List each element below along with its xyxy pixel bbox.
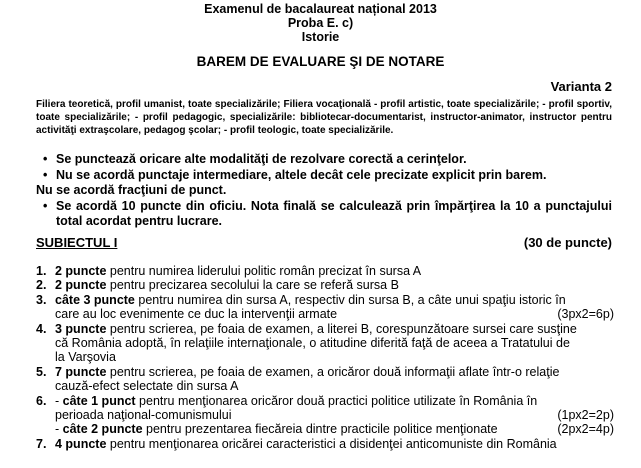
rule-1-text: Se punctează oricare alte modalităţi de rezolvare corectă a cerinţelor. [56,152,467,166]
item-text: că România adoptă, în relaţiile internaţionale, o atitudine diferită faţă de aceea a Tratatului de [55,336,570,351]
scoring-items [36,264,614,451]
list-item [36,278,614,292]
item-text: care au loc evenimente ce duc la intervenţii armate [55,307,338,322]
general-rules [36,152,612,230]
item-points: 2 puncte [55,278,107,293]
exam-title: Examenul de bacalaureat național 2013 [204,2,437,16]
item-score: (3px2=6p) [557,307,614,322]
bullet-icon: • [43,198,48,213]
item-score: (1px2=2p) [557,408,614,423]
rule-3 [36,199,612,230]
item-number: 4. [36,321,47,336]
item-number: 2. [36,278,47,293]
list-item [36,322,614,365]
item-text: pentru numirea liderului politic român precizat în sursa A [106,264,422,278]
item-text: cauză-efect selectate din sursa A [55,379,239,394]
rule-1 [36,152,612,168]
item-points: 3 puncte [55,321,107,336]
item-text: pentru menţionarea oricărei caracteristici a disidenţei anticomuniste din România [106,436,557,451]
list-item [36,437,614,451]
bullet-icon: • [43,167,48,182]
item-number: 7. [36,436,47,451]
rule-2-text: Nu se acordă punctaje intermediare, altele decât cele precizate explicit prin barem. [56,167,547,182]
item-text: la Varşovia [55,350,116,365]
item-text: pentru prezentarea fiecăreia dintre practicile politice menţionate [142,422,498,437]
rule-3-text: Se acordă 10 puncte din oficiu. Nota finală se calculează prin împărţirea la 10 a punctajului total acordat pentru lucrare. [56,198,612,228]
list-item [36,293,614,322]
item-points: câte 3 puncte [55,292,135,307]
item-text: pentru precizarea secolului la care se referă sursa B [106,278,399,293]
variant-label: Varianta 2 [550,79,612,94]
item-points: 7 puncte [55,364,107,379]
bullet-icon: • [43,152,48,166]
item-text: pentru scrierea, pe foaia de examen, a oricăror două informaţii aflate într-o relaţie [106,364,560,379]
section-label: SUBIECTUL I [36,235,118,250]
item-number: 3. [36,292,47,307]
rule-2 [36,168,612,199]
exam-test: Proba E. c) [287,16,354,30]
list-item [36,365,614,394]
section-heading [36,235,612,250]
rule-2-continuation: Nu se acordă fracţiuni de punct. [36,183,227,197]
list-item: 6. - câte 1 punct pentru menţionarea oricăror două practici politice utilizate în România în perioada naţional-comunismului (1px2=2p) - câte 2 puncte pentru prezentarea fiecăreia dintre practicile politice menţionate (2px2=4p) [36,393,614,437]
section-points: (30 de puncte) [523,235,612,250]
exam-subject: Istorie [301,30,340,44]
item-points: 2 puncte [55,264,107,278]
item-text: pentru scrierea, pe foaia de examen, a literei B, corespunzătoare sursei care susţine [106,321,577,336]
item-text: pentru menţionarea oricăror două practici politice utilizate în România în [135,393,538,408]
barem-title: BAREM DE EVALUARE ŞI DE NOTARE [196,54,445,69]
item-score: (2px2=4p) [557,422,614,437]
item-number: 1. [36,264,47,278]
item-points: câte 2 puncte [62,422,143,437]
item-text: pentru numirea din sursa A, respectiv din sursa B, a câte unui spaţiu istoric în [134,292,566,307]
item-number: 6. [36,393,47,408]
item-number: 5. [36,364,47,379]
item-text: perioada naţional-comunismului [55,408,232,423]
item-points: câte 1 punct [62,393,136,408]
list-item [36,264,614,278]
item-points: 4 puncte [55,436,107,451]
filiera-text: Filiera teoretică, profil umanist, toate specializările; Filiera vocaţională - profil artistic, toate specializările; - profil sportiv, toate specializările; - profil pedagogic, specializările: bibliotecar-documentarist, instructor-animator, instructor pentru activităţi extraşcolare, pedagog şcolar; - profil teologic, toate specializările. [36,99,612,136]
